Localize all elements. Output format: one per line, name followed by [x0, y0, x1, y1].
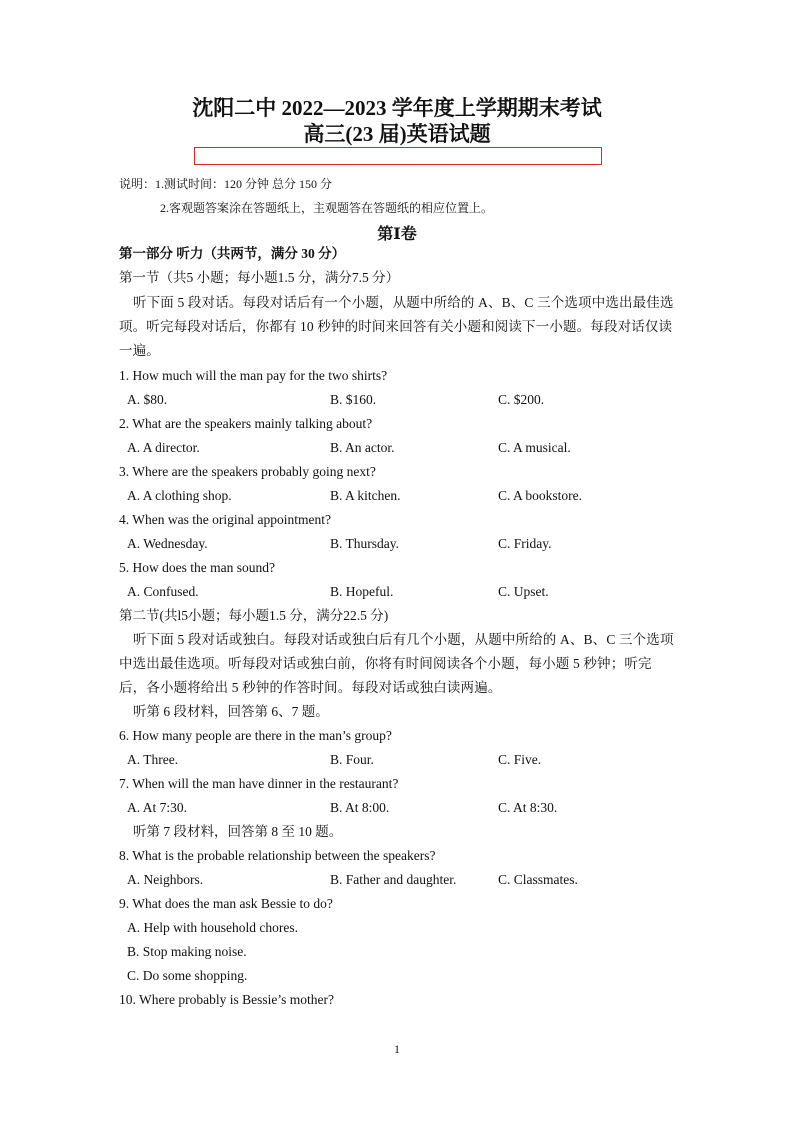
option-a: A. Help with household chores.	[127, 920, 298, 935]
option-a: A. $80.	[127, 392, 168, 407]
option-b: B. Thursday.	[330, 536, 399, 551]
option-a: A. At 7:30.	[127, 800, 188, 815]
page-number: 1	[394, 1042, 400, 1056]
option-b: B. Four.	[330, 752, 374, 767]
question-stem: 9. What does the man ask Bessie to do?	[119, 896, 333, 911]
part1-heading: 第一部分 听力（共两节，满分 30 分）	[119, 246, 346, 261]
option-c: C. At 8:30.	[498, 800, 558, 815]
question-stem: 6. How many people are there in the man’s group?	[119, 728, 392, 743]
question-stem: 1. How much will the man pay for the two shirts?	[119, 368, 388, 383]
instructions-line2: 2.客观题答案涂在答题纸上，主观题答在答题纸的相应位置上。	[160, 201, 494, 215]
question-stem: 2. What are the speakers mainly talking about?	[119, 416, 373, 431]
option-a: A. Neighbors.	[127, 872, 204, 887]
section1-heading: 第一节（共5 小题；每小题1.5 分，满分7.5 分）	[119, 270, 400, 285]
option-b: B. $160.	[330, 392, 377, 407]
option-c: C. Do some shopping.	[127, 968, 248, 983]
question-stem: 10. Where probably is Bessie’s mother?	[119, 992, 334, 1007]
exam-title-line2: 高三(23 届)英语试题	[303, 122, 491, 146]
option-a: A. Three.	[127, 752, 179, 767]
red-annotation-box	[194, 147, 602, 165]
option-c: C. $200.	[498, 392, 545, 407]
option-c: C. Five.	[498, 752, 542, 767]
option-b: B. Hopeful.	[330, 584, 394, 599]
option-c: C. Classmates.	[498, 872, 578, 887]
option-c: C. A musical.	[498, 440, 571, 455]
option-a: A. Wednesday.	[127, 536, 208, 551]
material7-note: 听第 7 段材料，回答第 8 至 10 题。	[133, 824, 343, 839]
option-a: A. Confused.	[127, 584, 199, 599]
section1-directions: 听下面 5 段对话。每段对话后有一个小题，从题中所给的 A、B、C 三个选项中选出最佳选项。听完每段对话后，你都有 10 秒钟的时间来回答有关小题和阅读下一小题。每段对话仅读一遍。	[119, 295, 674, 358]
exam-title-line1: 沈阳二中 2022—2023 学年度上学期期末考试	[192, 96, 602, 120]
option-b: B. Stop making noise.	[127, 944, 247, 959]
option-a: A. A clothing shop.	[127, 488, 232, 503]
question-stem: 8. What is the probable relationship between the speakers?	[119, 848, 436, 863]
option-b: B. A kitchen.	[330, 488, 401, 503]
material6-note: 听第 6 段材料，回答第 6、7 题。	[133, 704, 329, 719]
volume-title: 第Ⅰ卷	[377, 226, 417, 243]
option-b: B. An actor.	[330, 440, 395, 455]
question-stem: 4. When was the original appointment?	[119, 512, 331, 527]
option-b: B. At 8:00.	[330, 800, 390, 815]
question-stem: 3. Where are the speakers probably going next?	[119, 464, 376, 479]
option-c: C. Friday.	[498, 536, 552, 551]
option-c: C. Upset.	[498, 584, 549, 599]
option-b: B. Father and daughter.	[330, 872, 457, 887]
instructions-line1: 说明：1.测试时间：120 分钟 总分 150 分	[119, 177, 333, 191]
section2-directions: 听下面 5 段对话或独白。每段对话或独白后有几个小题，从题中所给的 A、B、C 三个选项中选出最佳选项。听每段对话或独白前，你将有时间阅读各个小题，每小题 5 秒钟；听完后，各小题将给出 5 秒钟的作答时间。每段对话或独白读两遍。	[119, 632, 674, 695]
section2-heading: 第二节(共l5小题；每小题1.5 分，满分22.5 分)	[119, 608, 389, 623]
option-c: C. A bookstore.	[498, 488, 583, 503]
option-a: A. A director.	[127, 440, 200, 455]
question-stem: 5. How does the man sound?	[119, 560, 275, 575]
question-stem: 7. When will the man have dinner in the restaurant?	[119, 776, 399, 791]
